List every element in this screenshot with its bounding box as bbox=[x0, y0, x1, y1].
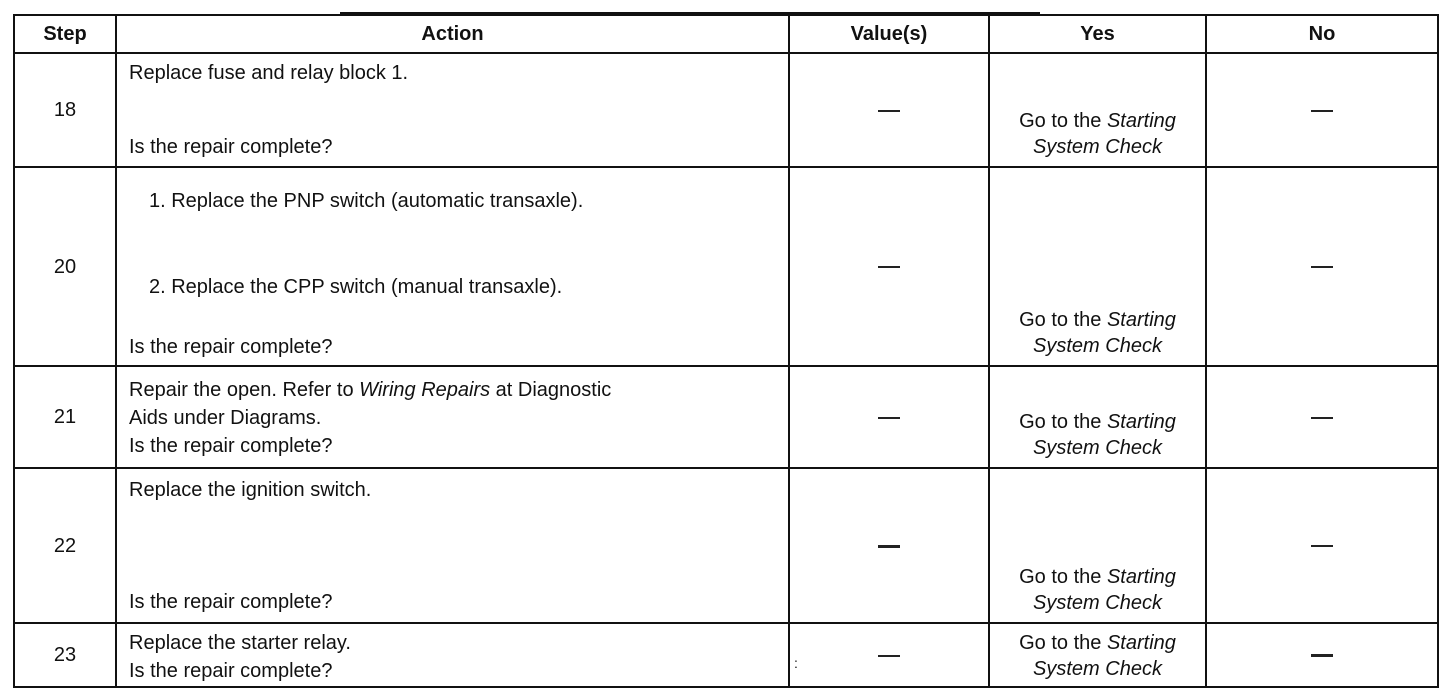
action-text-line2: Aids under Diagrams. bbox=[129, 407, 322, 429]
action-list-item: 1. Replace the PNP switch (automatic transaxle). bbox=[149, 190, 584, 212]
action-cell bbox=[116, 53, 789, 167]
dash-mark bbox=[1311, 110, 1333, 112]
yes-text-line2: System Check bbox=[1033, 437, 1162, 459]
action-question: Is the repair complete? bbox=[129, 591, 333, 613]
dash-mark bbox=[878, 110, 900, 112]
column-header-action: Action bbox=[116, 15, 789, 53]
action-text: Replace fuse and relay block 1. bbox=[129, 62, 409, 84]
value-cell bbox=[789, 623, 989, 687]
action-cell bbox=[116, 623, 789, 687]
yes-link[interactable] bbox=[990, 108, 1205, 160]
action-question: Is the repair complete? bbox=[129, 336, 333, 358]
yes-link[interactable] bbox=[990, 630, 1205, 682]
action-list-item: 2. Replace the CPP switch (manual transaxle). bbox=[149, 276, 563, 298]
action-question: Is the repair complete? bbox=[129, 136, 333, 158]
dash-mark bbox=[1311, 654, 1333, 657]
column-header-yes: Yes bbox=[989, 15, 1206, 53]
action-cell bbox=[116, 468, 789, 623]
table-row bbox=[14, 53, 1438, 167]
yes-text-em: Starting bbox=[1106, 632, 1176, 654]
dash-mark bbox=[878, 545, 900, 548]
column-header-values: Value(s) bbox=[789, 15, 989, 53]
dash-mark bbox=[1311, 545, 1333, 547]
yes-text-line2: System Check bbox=[1033, 136, 1162, 158]
no-cell bbox=[1206, 468, 1438, 623]
value-cell bbox=[789, 53, 989, 167]
no-cell bbox=[1206, 53, 1438, 167]
wiring-repairs-ref[interactable]: Wiring Repairs bbox=[359, 379, 491, 401]
column-header-no: No bbox=[1206, 15, 1438, 53]
yes-text-line2: System Check bbox=[1033, 592, 1162, 614]
dash-mark bbox=[878, 655, 900, 657]
yes-text-prefix: Go to the bbox=[1019, 110, 1107, 132]
action-cell bbox=[116, 366, 789, 468]
yes-text-prefix: Go to the bbox=[1019, 411, 1107, 433]
value-cell bbox=[789, 468, 989, 623]
action-text-suffix: at Diagnostic bbox=[490, 379, 612, 401]
step-number: 20 bbox=[14, 167, 116, 366]
stray-mark: : bbox=[794, 655, 798, 671]
yes-link[interactable] bbox=[990, 409, 1205, 461]
step-number: 23 bbox=[14, 623, 116, 687]
dash-mark bbox=[878, 266, 900, 268]
yes-text-em: Starting bbox=[1106, 110, 1176, 132]
action-text bbox=[129, 377, 778, 403]
yes-link[interactable] bbox=[990, 564, 1205, 616]
no-cell bbox=[1206, 366, 1438, 468]
yes-text-em: Starting bbox=[1106, 309, 1176, 331]
action-text: Replace the ignition switch. bbox=[129, 479, 372, 501]
yes-cell bbox=[989, 366, 1206, 468]
action-text: Replace the starter relay. bbox=[129, 632, 351, 654]
yes-cell bbox=[989, 468, 1206, 623]
yes-text-line2: System Check bbox=[1033, 658, 1162, 680]
no-cell bbox=[1206, 623, 1438, 687]
action-question: Is the repair complete? bbox=[129, 435, 333, 457]
step-number: 18 bbox=[14, 53, 116, 167]
dash-mark bbox=[878, 417, 900, 419]
table-row bbox=[14, 468, 1438, 623]
yes-text-em: Starting bbox=[1106, 411, 1176, 433]
step-number: 21 bbox=[14, 366, 116, 468]
dash-mark bbox=[1311, 266, 1333, 268]
yes-cell bbox=[989, 53, 1206, 167]
table-header-row bbox=[14, 15, 1438, 53]
action-question: Is the repair complete? bbox=[129, 660, 333, 682]
yes-link[interactable] bbox=[990, 307, 1205, 359]
column-header-step: Step bbox=[14, 15, 116, 53]
value-cell bbox=[789, 167, 989, 366]
yes-text-prefix: Go to the bbox=[1019, 566, 1107, 588]
table-row bbox=[14, 623, 1438, 687]
value-cell bbox=[789, 366, 989, 468]
dash-mark bbox=[1311, 417, 1333, 419]
table-row bbox=[14, 167, 1438, 366]
step-number: 22 bbox=[14, 468, 116, 623]
yes-cell bbox=[989, 623, 1206, 687]
table-row bbox=[14, 366, 1438, 468]
no-cell bbox=[1206, 167, 1438, 366]
yes-cell bbox=[989, 167, 1206, 366]
yes-text-line2: System Check bbox=[1033, 335, 1162, 357]
action-cell bbox=[116, 167, 789, 366]
diagnostic-table bbox=[13, 14, 1439, 688]
yes-text-em: Starting bbox=[1106, 566, 1176, 588]
action-text-prefix: Repair the open. Refer to bbox=[129, 379, 360, 401]
yes-text-prefix: Go to the bbox=[1019, 309, 1107, 331]
yes-text-prefix: Go to the bbox=[1019, 632, 1107, 654]
